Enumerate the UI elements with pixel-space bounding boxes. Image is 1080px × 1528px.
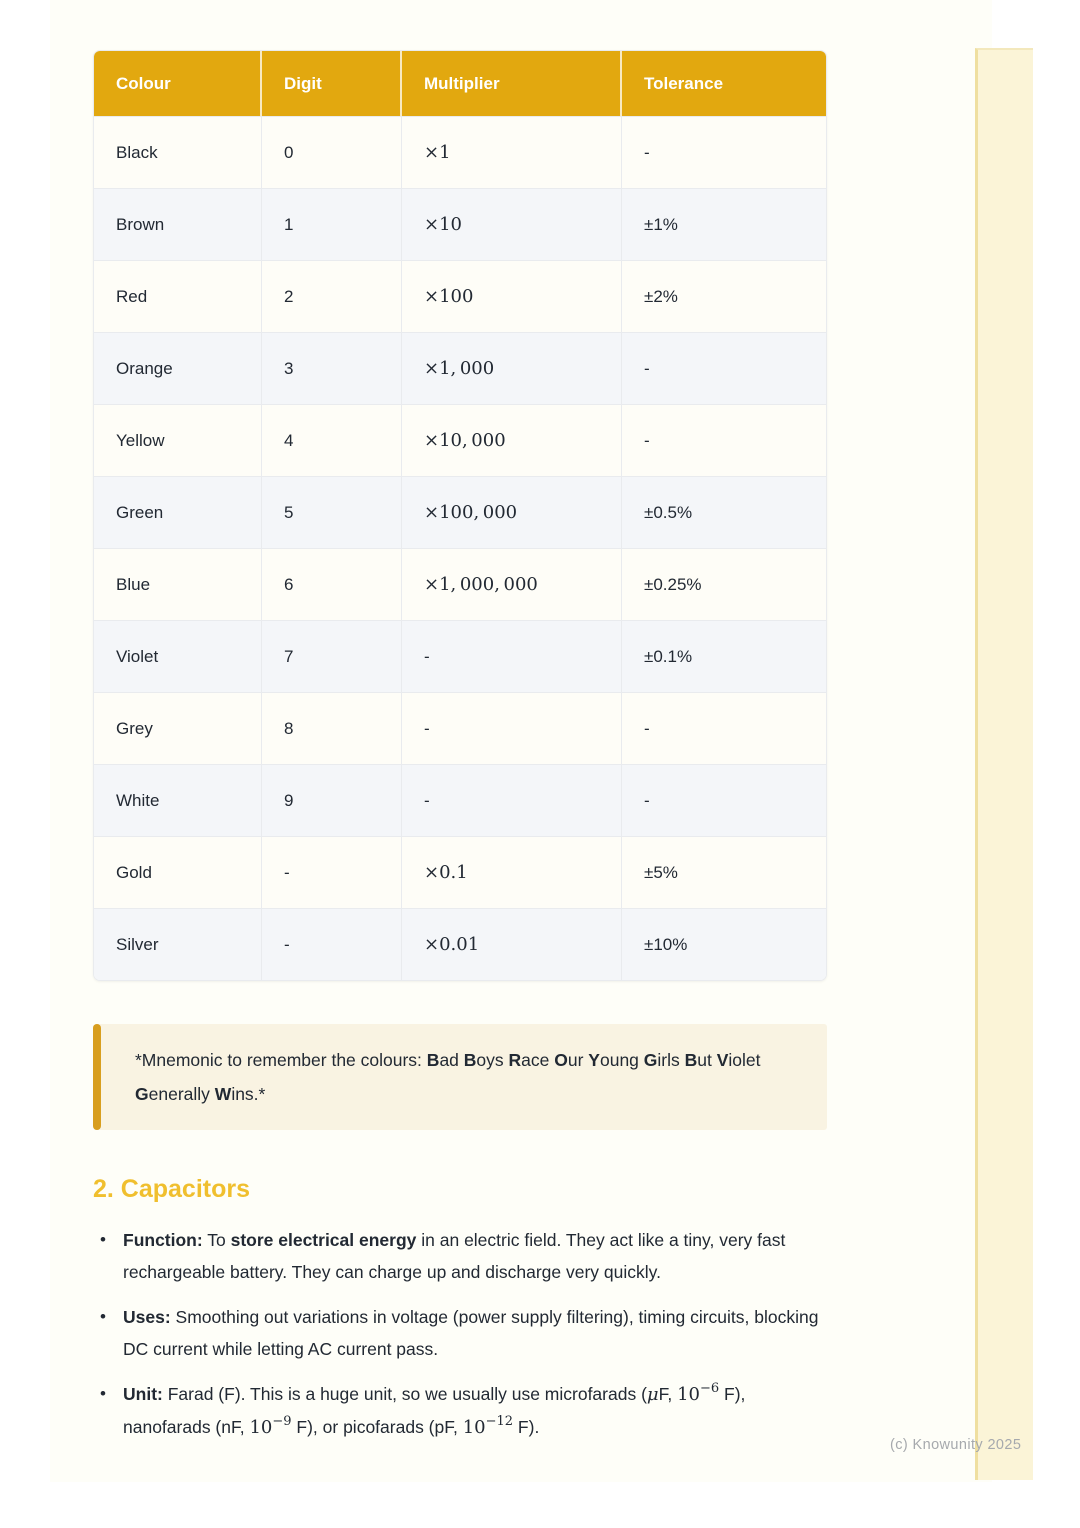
cell-colour: Black	[94, 116, 262, 188]
text-segment: F), or picofarads (pF,	[291, 1417, 463, 1437]
header-cell-digit: Digit	[262, 51, 402, 116]
cell-digit: 4	[262, 404, 402, 476]
text-segment: B	[684, 1050, 698, 1070]
cell-multiplier: ×0.1	[402, 836, 622, 908]
text-segment: G	[643, 1050, 658, 1070]
text-segment: irls	[657, 1050, 685, 1070]
cell-tolerance: ±0.1%	[622, 620, 827, 692]
cell-colour: Grey	[94, 692, 262, 764]
cell-colour: Yellow	[94, 404, 262, 476]
cell-digit: -	[262, 908, 402, 980]
cell-colour: White	[94, 764, 262, 836]
text-segment: Farad (F). This is a huge unit, so we usually use microfarads (	[162, 1384, 647, 1404]
cell-colour: Green	[94, 476, 262, 548]
text-segment: μ	[646, 1384, 659, 1405]
text-segment: F).	[513, 1417, 540, 1437]
header-cell-tolerance: Tolerance	[622, 51, 827, 116]
cell-colour: Violet	[94, 620, 262, 692]
text-segment: Uses:	[123, 1307, 171, 1327]
cell-multiplier: ×1	[402, 116, 622, 188]
table-row	[94, 332, 827, 404]
cell-tolerance: ±5%	[622, 836, 827, 908]
text-segment: B	[426, 1050, 440, 1070]
cell-multiplier: -	[402, 692, 622, 764]
cell-digit: 2	[262, 260, 402, 332]
text-segment: Function:	[123, 1230, 203, 1250]
table-row	[94, 692, 827, 764]
cell-digit: 7	[262, 620, 402, 692]
resistor-colour-code-table	[93, 50, 827, 981]
cell-colour: Brown	[94, 188, 262, 260]
text-segment: R	[508, 1050, 522, 1070]
callout-accent-bar	[93, 1024, 101, 1130]
cell-tolerance: ±0.5%	[622, 476, 827, 548]
cell-tolerance: ±0.25%	[622, 548, 827, 620]
mnemonic-callout	[93, 1024, 827, 1130]
text-segment: −12	[485, 1414, 514, 1430]
cell-digit: 1	[262, 188, 402, 260]
cell-multiplier: ×0.01	[402, 908, 622, 980]
text-segment: W	[214, 1084, 232, 1104]
capacitors-bullet-list	[93, 1224, 827, 1444]
table-row	[94, 188, 827, 260]
cell-tolerance: -	[622, 404, 827, 476]
text-segment: ins.*	[231, 1084, 266, 1104]
table-row	[94, 836, 827, 908]
cell-multiplier: ×1, 000, 000	[402, 548, 622, 620]
cell-colour: Red	[94, 260, 262, 332]
table-row	[94, 548, 827, 620]
text-segment: enerally	[148, 1084, 215, 1104]
bullet-item	[93, 1224, 827, 1288]
text-segment: ad	[439, 1050, 464, 1070]
text-segment: G	[135, 1084, 149, 1104]
text-segment: Smoothing out variations in voltage (power supply filtering), timing circuits, blocking DC current while letting AC current pass.	[123, 1307, 819, 1359]
table-header-row	[94, 51, 827, 116]
text-segment: oys	[476, 1050, 509, 1070]
cell-colour: Orange	[94, 332, 262, 404]
text-segment: ace	[521, 1050, 555, 1070]
cell-colour: Blue	[94, 548, 262, 620]
text-segment: −9	[272, 1414, 292, 1430]
header-cell-multiplier: Multiplier	[402, 51, 622, 116]
watermark: (c) Knowunity 2025	[890, 1437, 1022, 1453]
text-segment: −6	[700, 1381, 720, 1397]
cell-tolerance: -	[622, 116, 827, 188]
cell-tolerance: ±1%	[622, 188, 827, 260]
cell-multiplier: ×10	[402, 188, 622, 260]
text-segment: Unit:	[123, 1384, 163, 1404]
cell-digit: 0	[262, 116, 402, 188]
text-segment: oung	[599, 1050, 644, 1070]
bullet-item	[93, 1378, 827, 1444]
section-heading-capacitors: 2. Capacitors	[93, 1175, 251, 1203]
table-row	[94, 764, 827, 836]
table-row	[94, 260, 827, 332]
text-segment: in an electric field. They act like a tiny, very fast rechargeable battery. They can charge up and discharge very quickly.	[123, 1230, 786, 1282]
cell-colour: Gold	[94, 836, 262, 908]
table-row	[94, 620, 827, 692]
cell-multiplier: ×10, 000	[402, 404, 622, 476]
page-edge-decoration	[975, 48, 1033, 1480]
cell-tolerance: -	[622, 692, 827, 764]
cell-digit: 3	[262, 332, 402, 404]
cell-colour: Silver	[94, 908, 262, 980]
text-segment: Y	[588, 1050, 600, 1070]
cell-multiplier: -	[402, 620, 622, 692]
text-segment: ut	[697, 1050, 717, 1070]
table-row	[94, 476, 827, 548]
table-row	[94, 116, 827, 188]
table-body	[94, 116, 827, 980]
text-segment: V	[716, 1050, 729, 1070]
table-row	[94, 908, 827, 980]
cell-digit: 6	[262, 548, 402, 620]
text-segment: store electrical energy	[230, 1230, 417, 1250]
text-segment: *Mnemonic to remember the colours:	[135, 1050, 427, 1070]
bullet-item	[93, 1301, 827, 1365]
text-segment: ur	[567, 1050, 589, 1070]
cell-digit: 9	[262, 764, 402, 836]
cell-digit: -	[262, 836, 402, 908]
cell-tolerance: -	[622, 764, 827, 836]
mnemonic-text	[135, 1043, 787, 1111]
text-segment: F,	[658, 1384, 678, 1404]
text-segment: F), nanofarads (nF,	[123, 1384, 746, 1437]
text-segment: B	[463, 1050, 477, 1070]
cell-tolerance: -	[622, 332, 827, 404]
cell-multiplier: ×1, 000	[402, 332, 622, 404]
cell-tolerance: ±2%	[622, 260, 827, 332]
text-segment: O	[554, 1050, 568, 1070]
text-segment: To	[202, 1230, 231, 1250]
table-row	[94, 404, 827, 476]
text-segment: iolet	[728, 1050, 761, 1070]
text-segment: 10	[249, 1417, 273, 1438]
cell-digit: 8	[262, 692, 402, 764]
cell-multiplier: -	[402, 764, 622, 836]
text-segment: 10	[462, 1417, 486, 1438]
cell-tolerance: ±10%	[622, 908, 827, 980]
page-content	[93, 50, 827, 1457]
cell-digit: 5	[262, 476, 402, 548]
cell-multiplier: ×100, 000	[402, 476, 622, 548]
cell-multiplier: ×100	[402, 260, 622, 332]
text-segment: 10	[677, 1384, 700, 1405]
header-cell-colour: Colour	[94, 51, 262, 116]
